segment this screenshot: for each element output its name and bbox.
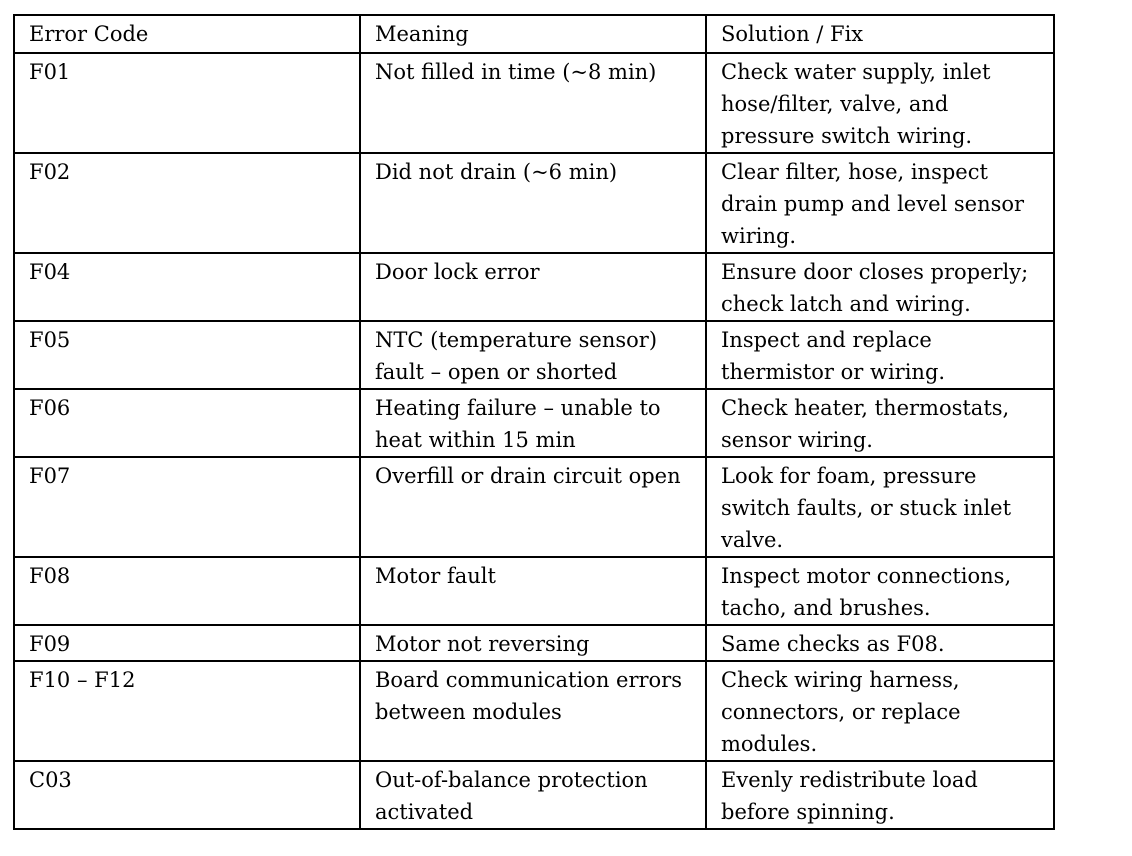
cell-error-code: C03 [14, 761, 360, 829]
table-row [14, 625, 1054, 661]
header-meaning: Meaning [360, 15, 706, 53]
cell-meaning: NTC (temperature sensor) fault – open or shorted [360, 321, 706, 389]
cell-error-code: F06 [14, 389, 360, 457]
cell-fix: Ensure door closes properly; check latch and wiring. [706, 253, 1054, 321]
header-solution-fix: Solution / Fix [706, 15, 1054, 53]
cell-meaning: Door lock error [360, 253, 706, 321]
cell-error-code: F01 [14, 53, 360, 153]
table-row [14, 53, 1054, 153]
header-row [14, 15, 1054, 53]
cell-meaning: Out-of-balance protection activated [360, 761, 706, 829]
header-error-code: Error Code [14, 15, 360, 53]
cell-fix: Inspect and replace thermistor or wiring. [706, 321, 1054, 389]
cell-error-code: F10 – F12 [14, 661, 360, 761]
cell-fix: Clear filter, hose, inspect drain pump and level sensor wiring. [706, 153, 1054, 253]
cell-meaning: Overfill or drain circuit open [360, 457, 706, 557]
cell-error-code: F07 [14, 457, 360, 557]
cell-meaning: Not filled in time (~8 min) [360, 53, 706, 153]
cell-fix: Check water supply, inlet hose/filter, valve, and pressure switch wiring. [706, 53, 1054, 153]
cell-meaning: Motor not reversing [360, 625, 706, 661]
table-row [14, 253, 1054, 321]
cell-error-code: F09 [14, 625, 360, 661]
cell-error-code: F05 [14, 321, 360, 389]
cell-meaning: Heating failure – unable to heat within 15 min [360, 389, 706, 457]
table-header [14, 15, 1054, 53]
cell-error-code: F08 [14, 557, 360, 625]
table-row [14, 153, 1054, 253]
cell-error-code: F02 [14, 153, 360, 253]
cell-error-code: F04 [14, 253, 360, 321]
table-row [14, 457, 1054, 557]
cell-meaning: Motor fault [360, 557, 706, 625]
table-row [14, 321, 1054, 389]
cell-meaning: Did not drain (~6 min) [360, 153, 706, 253]
cell-fix: Check wiring harness, connectors, or replace modules. [706, 661, 1054, 761]
table-row [14, 557, 1054, 625]
cell-fix: Check heater, thermostats, sensor wiring. [706, 389, 1054, 457]
table-row [14, 761, 1054, 829]
table-body [14, 53, 1054, 829]
cell-fix: Inspect motor connections, tacho, and brushes. [706, 557, 1054, 625]
cell-meaning: Board communication errors between modules [360, 661, 706, 761]
table-row [14, 389, 1054, 457]
cell-fix: Look for foam, pressure switch faults, or stuck inlet valve. [706, 457, 1054, 557]
table-row [14, 661, 1054, 761]
cell-fix: Same checks as F08. [706, 625, 1054, 661]
cell-fix: Evenly redistribute load before spinning. [706, 761, 1054, 829]
error-code-table [13, 14, 1055, 830]
